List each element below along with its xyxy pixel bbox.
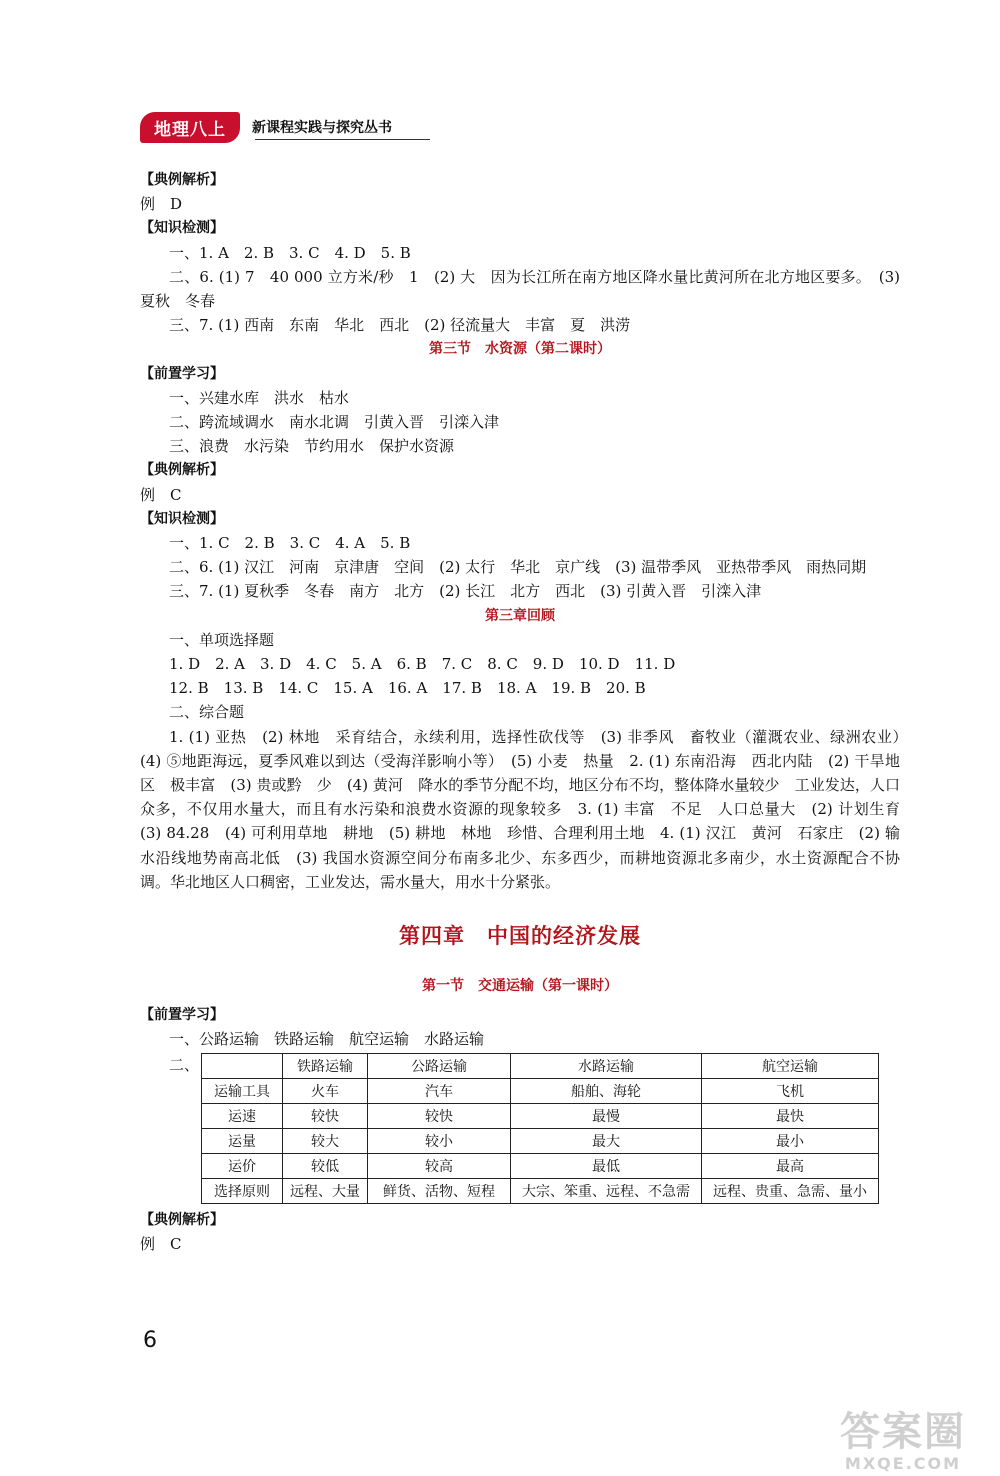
table-cell: 船舶、海轮 <box>511 1078 702 1103</box>
watermark-url: MXQE.COM <box>844 1454 962 1473</box>
table-cell: 较快 <box>368 1103 511 1128</box>
table-cell: 运速 <box>202 1103 283 1128</box>
table-header: 铁路运输 <box>283 1053 368 1078</box>
answer-line: 一、1. A 2. B 3. C 4. D 5. B <box>169 243 411 262</box>
table-cell: 较低 <box>283 1153 368 1178</box>
answer-line: 例 C <box>140 485 182 504</box>
table-cell: 最高 <box>702 1153 879 1178</box>
section-label: 【典例解析】 <box>140 172 224 188</box>
table-header: 水路运输 <box>511 1053 702 1078</box>
table-cell: 最大 <box>511 1128 702 1153</box>
answer-paragraph: 二、6. (1) 汉江 河南 京津唐 空间 (2) 太行 华北 京广线 (3) 温带季风 亚热带季风 雨热同期 <box>169 558 867 577</box>
table-row <box>202 1078 879 1103</box>
header-rule <box>255 139 430 140</box>
answer-line: 二、跨流域调水 南水北调 引黄入晋 引滦入津 <box>169 413 500 432</box>
answer-line: 一、兴建水库 洪水 枯水 <box>169 388 350 407</box>
answer-line: 一、单项选择题 <box>169 630 275 649</box>
table-cell: 运输工具 <box>202 1078 283 1103</box>
table-cell: 较大 <box>283 1128 368 1153</box>
answer-content <box>140 168 916 1256</box>
watermark <box>808 1410 998 1473</box>
table-cell: 飞机 <box>702 1078 879 1103</box>
section-label: 【典例解析】 <box>140 462 224 479</box>
table-cell: 大宗、笨重、远程、不急需 <box>511 1178 702 1203</box>
table-cell: 运量 <box>202 1128 283 1153</box>
answer-line: 一、公路运输 铁路运输 航空运输 水路运输 <box>169 1029 485 1048</box>
table-cell: 最快 <box>702 1103 879 1128</box>
table-label: 二、 <box>169 1055 200 1074</box>
answer-line: 例 C <box>140 1235 182 1254</box>
series-title: 新课程实践与探究丛书 <box>252 120 392 136</box>
answer-paragraph: 1. (1) 亚热 (2) 林地 采育结合，永续利用，选择性砍伐等 (3) 非季风 畜牧业（灌溉农业、绿洲农业） (4) ⑤地距海远，夏季风难以到达（受海洋影响小等） (5) 小麦 热量 2. (1) 东南沿海 西北内陆 (2) 干旱地区 极丰富 (3) 贵或黔 少 (4) 黄河 降水的季节分配不均，地区分布不均，整体降水量较少 工业发达，人口众多，不仅用水量大，而且有水污染和浪费水资源的现象较多 3. (1) 丰富 不足 人口总量大 (2) 计划生育 (3) 84.28 (4) 可利用草地 耕地 (5) 耕地 林地 珍惜、合理利用土地 4. (1) 汉江 黄河 石家庄 (2) 输水沿线地势南高北低 (3) 我国水资源空间分布南多北少、东多西少，而耕地资源北多南少，水土资源配合不协调。华北地区人口稠密，工业发达，需水量大，用水十分紧张。 <box>140 727 916 891</box>
table-cell: 选择原则 <box>202 1178 283 1203</box>
section-label: 【前置学习】 <box>140 365 224 382</box>
table-row-block <box>140 1053 900 1204</box>
table-row <box>202 1153 879 1178</box>
table-cell: 火车 <box>283 1078 368 1103</box>
section-label: 【知识检测】 <box>140 220 224 237</box>
table-header-row <box>202 1053 879 1078</box>
answer-line: 例 D <box>140 195 183 214</box>
section-label: 【典例解析】 <box>140 1211 224 1228</box>
answer-line: 一、1. C 2. B 3. C 4. A 5. B <box>169 534 411 553</box>
table-header: 航空运输 <box>702 1053 879 1078</box>
answer-line: 二、综合题 <box>169 703 245 722</box>
section-heading: 第三节 水资源（第二课时） <box>429 341 611 358</box>
answer-line: 1. D 2. A 3. D 4. C 5. A 6. B 7. C 8. C 9. D 10. D 11. D <box>169 655 676 674</box>
table-cell: 运价 <box>202 1153 283 1178</box>
section-heading: 第一节 交通运输（第一课时） <box>422 978 618 995</box>
table-cell: 较小 <box>368 1128 511 1153</box>
page-header <box>140 112 392 142</box>
table-row <box>202 1128 879 1153</box>
answer-line: 三、7. (1) 夏秋季 冬春 南方 北方 (2) 长江 北方 西北 (3) 引黄入晋 引滦入津 <box>169 582 762 601</box>
table-cell: 远程、大量 <box>283 1178 368 1203</box>
answer-line: 三、7. (1) 西南 东南 华北 西北 (2) 径流量大 丰富 夏 洪涝 <box>169 316 631 335</box>
answer-line: 三、浪费 水污染 节约用水 保护水资源 <box>169 437 455 456</box>
section-label: 【前置学习】 <box>140 1006 224 1023</box>
table-cell: 鲜货、活物、短程 <box>368 1178 511 1203</box>
table-cell: 最低 <box>511 1153 702 1178</box>
chapter-title: 第四章 中国的经济发展 <box>399 924 641 949</box>
table-cell: 最慢 <box>511 1103 702 1128</box>
watermark-logo: 答案圈 <box>840 1409 966 1455</box>
table-cell: 远程、贵重、急需、量小 <box>702 1178 879 1203</box>
table-header <box>202 1053 283 1078</box>
table-cell: 较快 <box>283 1103 368 1128</box>
table-cell: 最小 <box>702 1128 879 1153</box>
table-cell: 汽车 <box>368 1078 511 1103</box>
subject-badge: 地理八上 <box>140 112 240 143</box>
table-row <box>202 1103 879 1128</box>
page-number: 6 <box>143 1328 157 1353</box>
table-cell: 较高 <box>368 1153 511 1178</box>
chapter-review-heading: 第三章回顾 <box>485 607 555 624</box>
answer-line: 12. B 13. B 14. C 15. A 16. A 17. B 18. A 19. B 20. B <box>169 679 646 698</box>
answer-paragraph: 二、6. (1) 7 40 000 立方米/秒 1 (2) 大 因为长江所在南方地区降水量比黄河所在北方地区要多。 (3) 夏秋 冬春 <box>140 267 900 311</box>
section-label: 【知识检测】 <box>140 510 224 527</box>
table-header: 公路运输 <box>368 1053 511 1078</box>
table-row <box>202 1178 879 1203</box>
transport-table <box>201 1053 879 1204</box>
